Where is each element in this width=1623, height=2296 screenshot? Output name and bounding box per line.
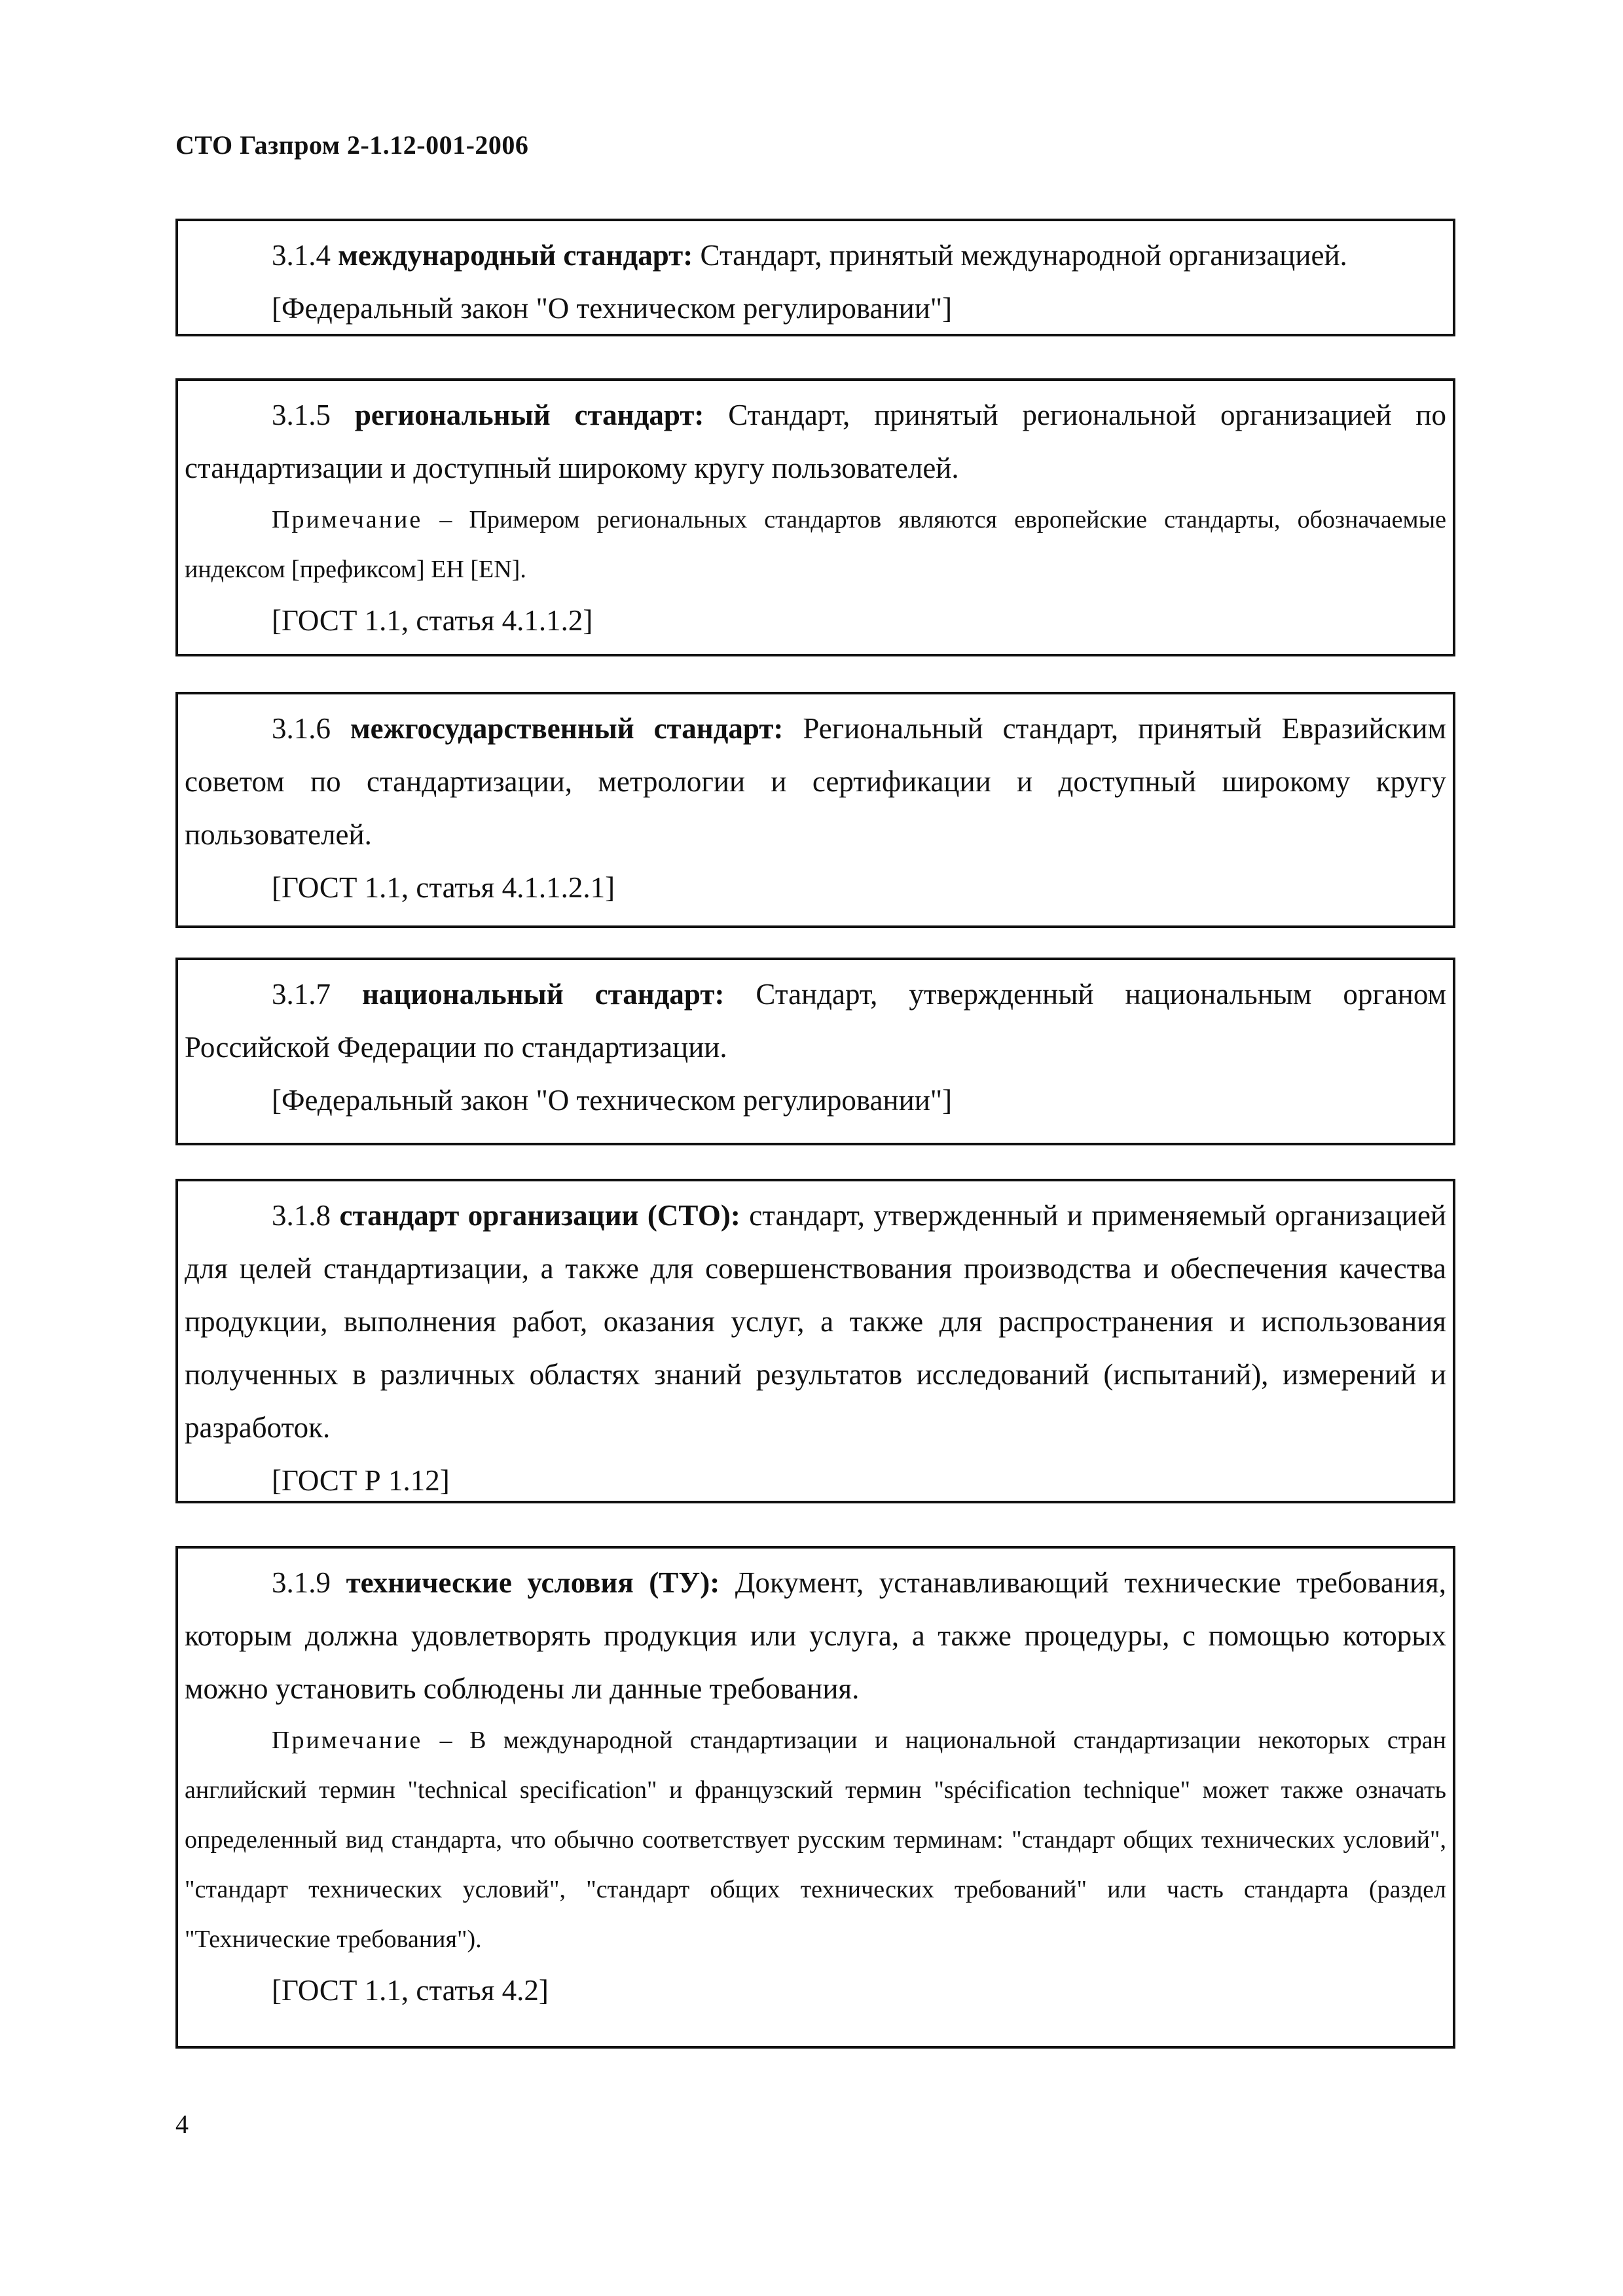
note-paragraph: [185, 1715, 1446, 1964]
term-name: международный стандарт:: [338, 239, 693, 272]
term-name: национальный стандарт:: [361, 978, 725, 1011]
term-name: стандарт организации (СТО):: [339, 1199, 740, 1232]
entry-number: 3.1.4: [272, 239, 331, 272]
term-definition: стандарт, утвержденный и применяемый организацией для целей стандартизации, а также для совершенствования производства и обеспечения качества продукции, выполнения работ, оказания услуг, а также для распространения и использования полученных в различных областях знаний результатов исследований (испытаний), измерений и разработок.: [185, 1199, 1447, 1444]
term-name: межгосударственный стандарт:: [350, 712, 784, 745]
entry-number: 3.1.8: [272, 1199, 331, 1232]
term-entry-3-1-5: [175, 378, 1455, 656]
note-paragraph: [185, 495, 1446, 594]
term-name: технические условия (ТУ):: [346, 1566, 720, 1599]
source-reference: [ГОСТ Р 1.12]: [272, 1464, 450, 1497]
term-entry-3-1-9: [175, 1546, 1455, 2049]
term-definition: Стандарт, принятый региональной организацией по стандартизации и доступный широкому кругу пользователей.: [185, 399, 1446, 484]
source-reference: [ГОСТ 1.1, статья 4.2]: [272, 1974, 549, 2007]
definition-paragraph: [185, 389, 1446, 495]
note-label: Примечание: [272, 506, 423, 533]
definition-paragraph: [185, 702, 1446, 861]
document-code: СТО Газпром 2-1.12-001-2006: [175, 130, 529, 160]
definition-paragraph: [185, 1556, 1446, 1715]
definition-paragraph: [185, 1189, 1446, 1454]
entry-number: 3.1.6: [272, 712, 331, 745]
term-entry-3-1-6: [175, 692, 1455, 928]
entry-number: 3.1.5: [272, 399, 331, 431]
source-reference: [ГОСТ 1.1, статья 4.1.1.2]: [272, 604, 593, 637]
entry-number: 3.1.9: [272, 1566, 331, 1599]
term-definition: Стандарт, утвержденный национальным органом Российской Федерации по стандартизации.: [185, 978, 1447, 1064]
note-text: – Примером региональных стандартов являются европейские стандарты, обозначаемые индексом [префиксом] ЕН [EN].: [185, 506, 1446, 583]
term-definition: Документ, устанавливающий технические требования, которым должна удовлетворять продукция или услуга, а также процедуры, с помощью которых можно установить соблюдены ли данные требования.: [185, 1566, 1447, 1705]
term-definition: Стандарт, принятый международной организацией.: [693, 239, 1347, 272]
definition-paragraph: [185, 968, 1446, 1074]
term-name: региональный стандарт:: [354, 399, 704, 431]
entry-number: 3.1.7: [272, 978, 331, 1011]
note-text: – В международной стандартизации и национальной стандартизации некоторых стран английский термин "technical specification" и французский термин "spécification technique" может также означать определенный вид стандарта, что обычно соответствует русским терминам: "стандарт общих технических условий", "стандарт технических условий", "стандарт общих технических требований" или часть стандарта (раздел "Технические требования").: [185, 1727, 1446, 1953]
source-reference: [Федеральный закон "О техническом регулировании"]: [272, 1084, 953, 1117]
source-reference: [Федеральный закон "О техническом регулировании"]: [272, 292, 953, 325]
term-entry-3-1-8: [175, 1179, 1455, 1503]
page-number: 4: [175, 2109, 189, 2139]
term-entry-3-1-7: [175, 958, 1455, 1145]
term-definition: Региональный стандарт, принятый Евразийским советом по стандартизации, метрологии и сертификации и доступный широкому кругу пользователей.: [185, 712, 1446, 851]
definition-paragraph: [185, 229, 1446, 282]
source-reference: [ГОСТ 1.1, статья 4.1.1.2.1]: [272, 871, 615, 904]
term-entry-3-1-4: [175, 219, 1455, 336]
note-label: Примечание: [272, 1727, 423, 1754]
